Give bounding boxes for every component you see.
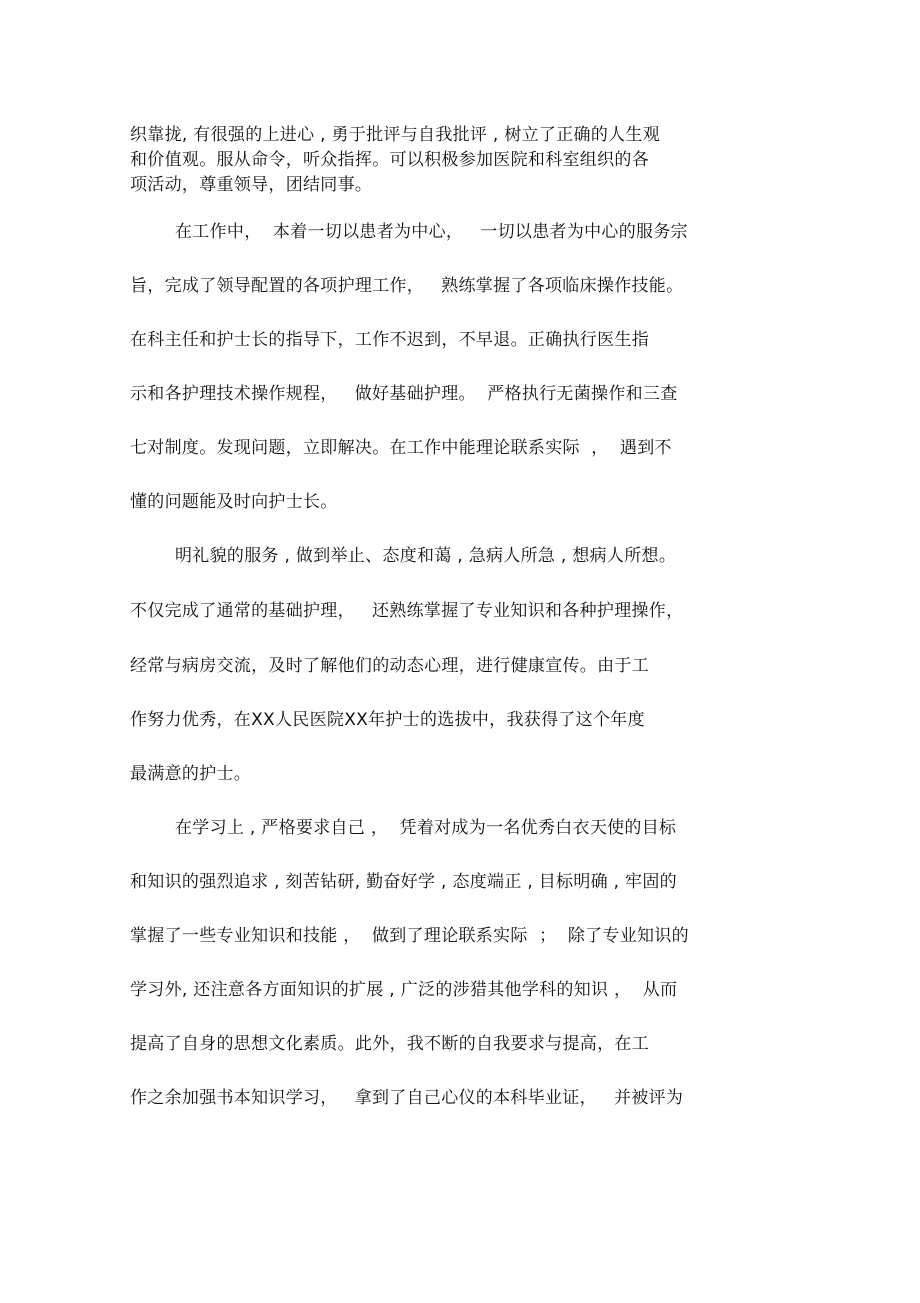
text-line: 项活动，尊重领导，团结同事。 <box>130 175 373 195</box>
text-line: 明礼貌的服务 , 做到举止、态度和蔼 , 急病人所急 , 想病人所想。 <box>175 546 677 566</box>
text-line: 示和各护理技术操作规程， 做好基础护理。 严格执行无菌操作和三查 <box>130 384 678 404</box>
text-line: 学习外, 还注意各方面知识的扩展 , 广泛的涉猎其他学科的知识 ， 从而 <box>130 980 678 1000</box>
text-line: 懂的问题能及时向护士长。 <box>130 492 338 512</box>
text-line: 经常与病房交流，及时了解他们的动态心理，进行健康宣传。由于工 <box>130 656 649 676</box>
text-line: 织靠拢, 有很强的上进心 , 勇于批评与自我批评 , 树立了正确的人生观 <box>130 125 661 145</box>
text-line: 作之余加强书本知识学习， 拿到了自己心仪的本科毕业证， 并被评为 <box>130 1088 684 1108</box>
text-line: 作努力优秀，在XX人民医院XX年护士的选拔中，我获得了这个年度 <box>130 710 645 730</box>
text-line: 七对制度。发现问题，立即解决。在工作中能理论联系实际 ， 遇到不 <box>130 438 672 458</box>
text-line: 在学习上 , 严格要求自己 ， 凭着对成为一名优秀白衣天使的目标 <box>175 818 677 838</box>
text-line: 和价值观。服从命令，听众指挥。可以积极参加医院和科室组织的各 <box>130 150 649 170</box>
text-line: 和知识的强烈追求 , 刻苦钻研, 勤奋好学 , 态度端正 , 目标明确 , 牢固的 <box>130 872 677 892</box>
text-line: 最满意的护士。 <box>130 764 252 784</box>
text-line: 掌握了一些专业知识和技能 ， 做到了理论联系实际 ； 除了专业知识的 <box>130 926 689 946</box>
text-line: 在工作中， 本着一切以患者为中心， 一切以患者为中心的服务宗 <box>175 222 688 242</box>
text-line: 在科主任和护士长的指导下，工作不迟到，不早退。正确执行医生指 <box>130 330 649 350</box>
text-line: 提高了自身的思想文化素质。此外，我不断的自我要求与提高，在工 <box>130 1034 649 1054</box>
text-line: 旨，完成了领导配置的各项护理工作， 熟练掌握了各项临床操作技能。 <box>130 276 684 296</box>
text-line: 不仅完成了通常的基础护理， 还熟练掌握了专业知识和各种护理操作， <box>130 601 684 621</box>
